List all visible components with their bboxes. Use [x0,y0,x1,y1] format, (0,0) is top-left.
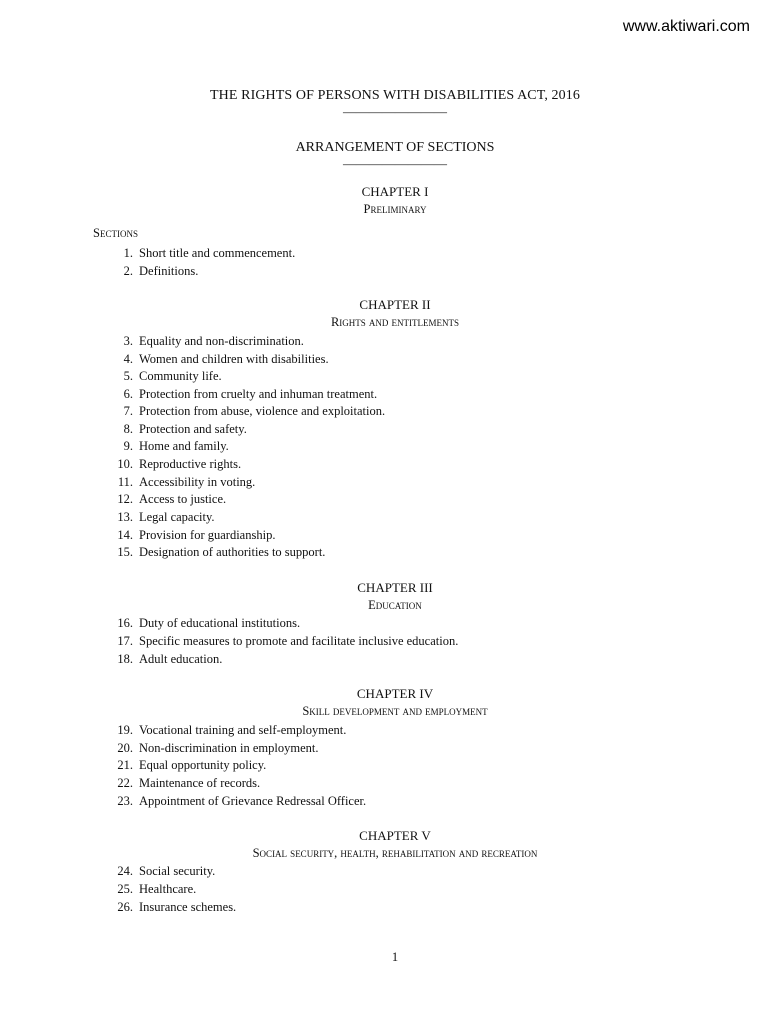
chapter-heading: CHAPTER I [361,184,429,199]
section-entry [0,262,700,280]
section-title: Definitions. [139,264,199,278]
section-entry [0,420,700,438]
section-title: Insurance schemes. [139,900,237,914]
section-title: Accessibility in voting. [139,474,256,489]
chapter-subheading: Skill development and employment [302,704,488,718]
section-entry [0,632,700,650]
section-number: 20. [117,740,133,755]
site-watermark: www.aktiwari.com [622,18,750,35]
section-entry [0,332,700,350]
section-entry [0,774,700,792]
section-number: 5. [123,369,133,383]
act-title: THE RIGHTS OF PERSONS WITH DISABILITIES ACT, 2016 [210,88,580,103]
section-entry [0,721,700,739]
section-number: 1. [123,246,133,260]
section-number: 6. [123,386,133,401]
chapter-heading: CHAPTER V [359,828,431,843]
chapter-subheading: Social security, health, rehabilitation and recreation [252,846,538,860]
section-title: Access to justice. [139,492,227,506]
section-title: Duty of educational institutions. [139,616,301,630]
section-number: 9. [123,439,133,453]
section-number: 23. [117,794,133,808]
section-title: Legal capacity. [139,510,215,524]
arrangement-heading: ARRANGEMENT OF SECTIONS [295,140,495,155]
section-title: Vocational training and self-employment. [139,723,347,737]
section-title: Designation of authorities to support. [139,545,326,559]
section-number: 24. [117,864,133,878]
section-entry [0,244,700,262]
section-entry [0,526,700,544]
section-title: Healthcare. [139,882,197,896]
section-title: Provision for guardianship. [139,527,276,542]
section-title: Equal opportunity policy. [139,758,267,772]
section-entry [0,739,700,757]
section-title: Specific measures to promote and facilitate inclusive education. [139,634,459,648]
section-entry [0,385,700,403]
section-entry [0,614,700,632]
section-entry [0,367,700,385]
section-entry [0,473,700,491]
title-rule: ———————— [343,104,447,119]
section-number: 2. [123,264,133,278]
sections-label: Sections [93,226,138,240]
section-title: Adult education. [139,652,223,666]
section-title: Community life. [139,369,222,383]
section-number: 21. [117,758,133,772]
section-number: 11. [117,474,133,489]
section-title: Protection from abuse, violence and exploitation. [139,404,386,418]
section-number: 25. [117,882,133,896]
section-number: 18. [117,652,133,666]
section-number: 7. [123,404,133,418]
section-number: 16. [117,616,133,630]
section-entry [0,898,700,916]
section-number: 19. [117,723,133,737]
section-number: 12. [117,492,133,506]
section-number: 3. [123,334,133,348]
section-entry [0,543,700,561]
chapter-subheading: Preliminary [363,202,427,216]
section-entry [0,862,700,880]
section-number: 4. [123,351,133,366]
chapter-subheading: Rights and entitlements [330,315,460,329]
arrangement-rule: ———————— [343,156,447,171]
section-title: Non-discrimination in employment. [139,740,319,755]
section-title: Reproductive rights. [139,457,242,471]
section-entry [0,437,700,455]
section-title: Equality and non-discrimination. [139,334,304,348]
section-entry [0,455,700,473]
section-entry [0,350,700,368]
section-number: 8. [123,421,133,436]
section-number: 22. [117,776,133,790]
section-title: Women and children with disabilities. [139,351,329,366]
section-number: 17. [117,634,133,648]
section-entry [0,756,700,774]
section-entry [0,880,700,898]
section-number: 10. [117,457,133,471]
page-number: 1 [391,950,399,964]
section-entry [0,402,700,420]
section-entry [0,792,700,810]
section-number: 13. [117,510,133,524]
section-entry [0,650,700,668]
section-title: Protection from cruelty and inhuman treatment. [139,386,378,401]
section-title: Maintenance of records. [139,776,261,790]
chapter-subheading: Education [368,598,422,612]
chapter-heading: CHAPTER II [359,297,431,312]
section-title: Home and family. [139,439,229,453]
section-title: Appointment of Grievance Redressal Officer. [139,794,367,808]
section-number: 15. [117,545,133,559]
section-title: Short title and commencement. [139,246,296,260]
section-title: Social security. [139,864,216,878]
section-title: Protection and safety. [139,421,247,436]
section-number: 14. [117,527,133,542]
section-number: 26. [117,900,133,914]
chapter-heading: CHAPTER IV [356,686,434,701]
chapter-heading: CHAPTER III [357,580,433,595]
section-entry [0,508,700,526]
section-entry [0,490,700,508]
